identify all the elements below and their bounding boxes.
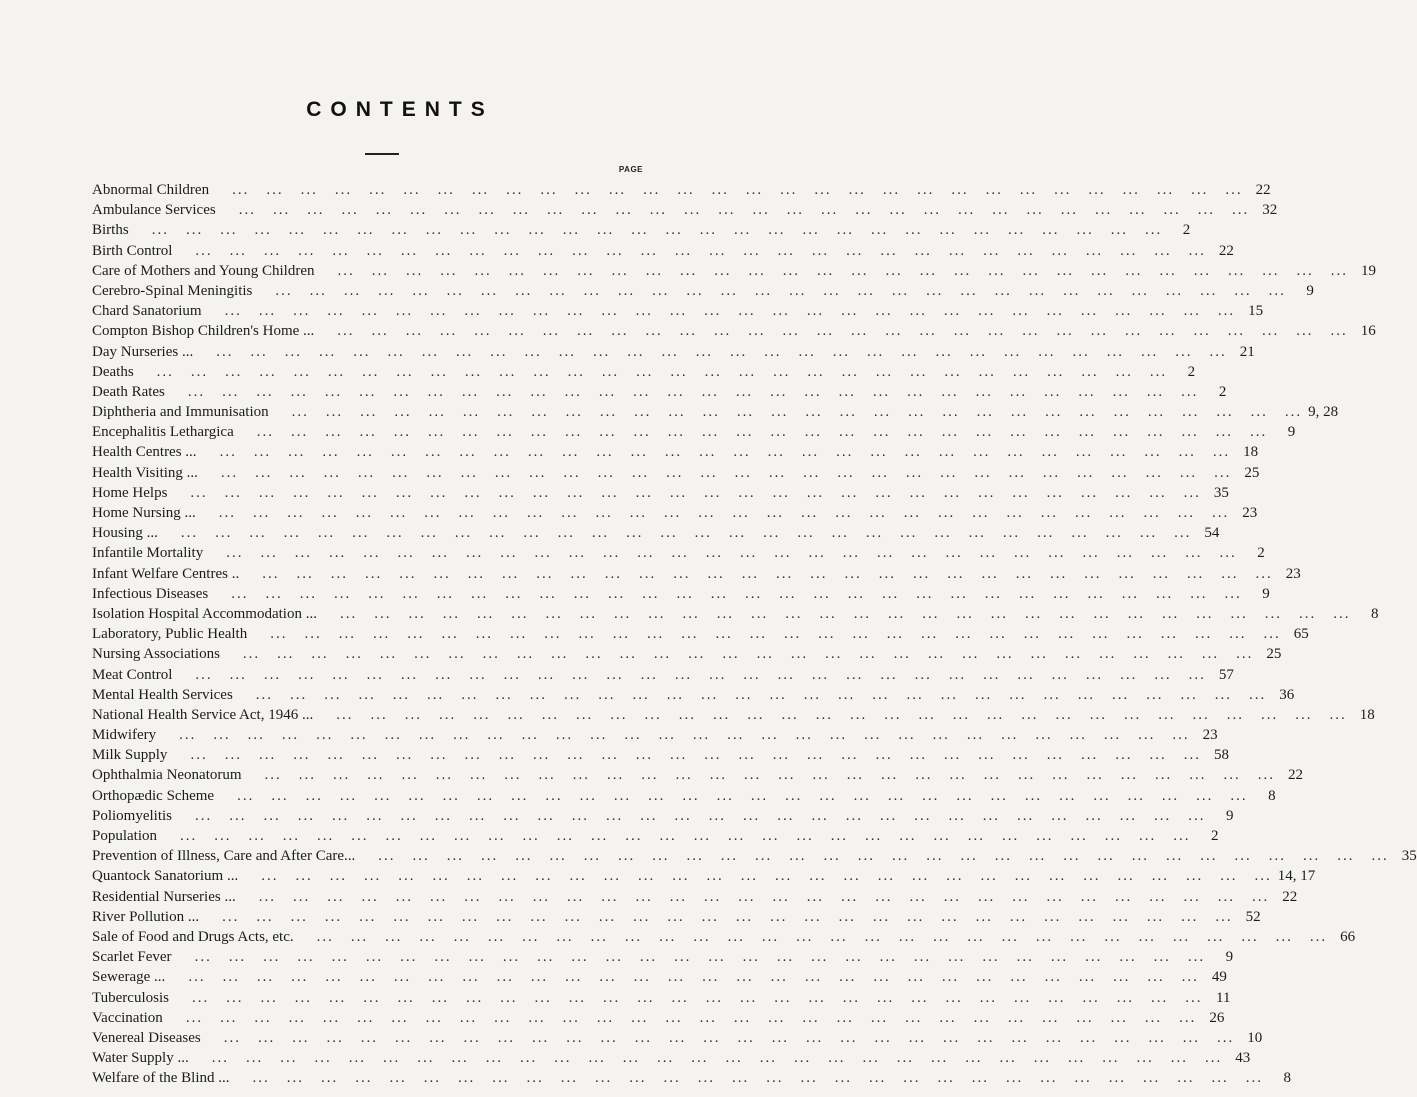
contents-entry	[92, 725, 1218, 745]
dot-leader: ... ... ... ... ... ... ... ... ... ... ... ... ... ... ... ... ... ... ... ... ... ... ... ... ... ... ... ... ... ...	[163, 525, 1192, 542]
entry-page-number: 58	[1213, 747, 1229, 764]
contents-entry	[92, 281, 1314, 301]
entry-page-number: 9	[1225, 949, 1234, 966]
dot-leader: ... ... ... ... ... ... ... ... ... ... ... ... ... ... ... ... ... ... ... ... ... ... ... ... ... ... ... ... ... ...	[221, 202, 1250, 219]
entry-label: Housing ...	[92, 525, 158, 542]
contents-entry	[92, 564, 1301, 584]
contents-entry	[92, 523, 1220, 543]
contents-entry	[92, 321, 1376, 341]
dot-leader: ... ... ... ... ... ... ... ... ... ... ... ... ... ... ... ... ... ... ... ... ... ... ... ... ... ... ... ... ... ...	[214, 585, 1242, 602]
entry-page-number: 22	[1288, 767, 1304, 784]
dot-leader: ... ... ... ... ... ... ... ... ... ... ... ... ... ... ... ... ... ... ... ... ... ... ... ... ... ... ... ... ... ...	[202, 444, 1231, 461]
entry-label: Health Centres ...	[92, 444, 197, 461]
contents-entry	[92, 624, 1309, 644]
contents-entry	[92, 846, 1417, 866]
entry-page-number: 8	[1283, 1070, 1291, 1087]
dot-leader: ... ... ... ... ... ... ... ... ... ... ... ... ... ... ... ... ... ... ... ... ... ... ... ... ... ... ... ... ... ...	[178, 242, 1206, 259]
entry-label: Care of Mothers and Young Children	[92, 262, 315, 279]
contents-entry	[92, 342, 1255, 362]
dot-leader: ... ... ... ... ... ... ... ... ... ... ... ... ... ... ... ... ... ... ... ... ... ... ... ... ... ... ... ... ... ...	[162, 727, 1190, 744]
entry-page-number: 9, 28	[1308, 404, 1339, 421]
dot-leader: ... ... ... ... ... ... ... ... ... ... ... ... ... ... ... ... ... ... ... ... ... ... ... ... ... ... ... ... ... ...	[241, 888, 1270, 905]
entry-page-number: 8	[1370, 605, 1379, 622]
dot-leader: ... ... ... ... ... ... ... ... ... ... ... ... ... ... ... ... ... ... ... ... ... ... ... ... ... ... ... ... ... ...	[274, 404, 1303, 421]
contents-entry	[92, 685, 1295, 705]
contents-entry	[92, 988, 1231, 1008]
entry-label: Abnormal Children	[92, 182, 210, 198]
entry-page-number: 2	[1182, 222, 1191, 239]
contents-entry	[92, 362, 1196, 382]
entry-label: Quantock Sanatorium ...	[92, 868, 239, 885]
entry-page-number: 16	[1360, 323, 1376, 340]
entry-page-number: 10	[1247, 1029, 1263, 1046]
entry-label: Milk Supply	[92, 747, 168, 764]
entry-label: Vaccination	[92, 1009, 163, 1026]
entry-label: Ophthalmia Neonatorum	[92, 767, 242, 784]
entry-page-number: 22	[1218, 242, 1234, 259]
entry-label: Laboratory, Public Health	[92, 626, 248, 643]
entry-label: Poliomyelitis	[92, 807, 173, 824]
contents-entry	[92, 1008, 1225, 1028]
dot-leader: ... ... ... ... ... ... ... ... ... ... ... ... ... ... ... ... ... ... ... ... ... ... ... ... ... ... ... ... ... ...	[163, 828, 1191, 844]
entry-page-number: 35	[1401, 848, 1417, 865]
contents-entry	[92, 907, 1261, 927]
entry-page-number: 36	[1279, 686, 1295, 703]
dot-leader: ... ... ... ... ... ... ... ... ... ... ... ... ... ... ... ... ... ... ... ... ... ... ... ... ... ... ... ... ... ...	[209, 545, 1237, 562]
dot-leader: ... ... ... ... ... ... ... ... ... ... ... ... ... ... ... ... ... ... ... ... ... ... ... ... ... ... ... ... ... ...	[173, 747, 1201, 764]
entry-page-number: 32	[1262, 202, 1278, 219]
contents-entry	[92, 866, 1316, 886]
contents-entry	[92, 765, 1304, 785]
contents-entry	[92, 745, 1229, 765]
entry-label: Mental Health Services	[92, 686, 233, 703]
entry-label: Chard Sanatorium	[92, 303, 202, 320]
entry-label: Diphtheria and Immunisation	[92, 404, 269, 421]
entry-label: Encephalitis Lethargica	[92, 424, 234, 441]
contents-list	[92, 180, 1417, 1088]
dot-leader: ... ... ... ... ... ... ... ... ... ... ... ... ... ... ... ... ... ... ... ... ... ... ... ... ... ... ... ... ... ...	[235, 1070, 1263, 1087]
entry-label: Nursing Associations	[92, 646, 220, 663]
entry-label: Sewerage ...	[92, 969, 166, 986]
contents-entry	[92, 786, 1276, 806]
contents-entry	[92, 584, 1270, 604]
entry-label: River Pollution ...	[92, 908, 200, 925]
dot-leader: ... ... ... ... ... ... ... ... ... ... ... ... ... ... ... ... ... ... ... ... ... ... ... ... ... ... ... ... ... ...	[322, 605, 1351, 622]
entry-label: Infectious Diseases	[92, 585, 209, 602]
entry-page-number: 14, 17	[1277, 868, 1316, 885]
contents-entry	[92, 241, 1234, 261]
contents-entry	[92, 543, 1265, 563]
dot-leader: ... ... ... ... ... ... ... ... ... ... ... ... ... ... ... ... ... ... ... ... ... ... ... ... ... ... ... ... ... ...	[207, 303, 1236, 320]
entry-page-number: 43	[1235, 1050, 1251, 1067]
entry-label: Population	[92, 828, 158, 844]
entry-label: Welfare of the Blind ...	[92, 1070, 230, 1087]
entry-label: Compton Bishop Children's Home ...	[92, 323, 315, 340]
contents-entry	[92, 967, 1227, 987]
entry-label: Birth Control	[92, 242, 173, 259]
entry-page-number: 18	[1359, 706, 1375, 723]
entry-label: National Health Service Act, 1946 ...	[92, 706, 314, 723]
dot-leader: ... ... ... ... ... ... ... ... ... ... ... ... ... ... ... ... ... ... ... ... ... ... ... ... ... ... ... ... ... ...	[173, 484, 1201, 501]
page-title: CONTENTS	[306, 98, 494, 121]
entry-label: Day Nurseries ...	[92, 343, 194, 360]
entry-label: Infantile Mortality	[92, 545, 204, 562]
contents-entry	[92, 665, 1234, 685]
dot-leader: ... ... ... ... ... ... ... ... ... ... ... ... ... ... ... ... ... ... ... ... ... ... ... ... ... ... ... ... ... ...	[258, 282, 1286, 299]
entry-page-number: 57	[1218, 666, 1234, 683]
entry-label: Death Rates	[92, 383, 165, 400]
contents-entry	[92, 261, 1376, 281]
contents-entry	[92, 947, 1234, 967]
dot-leader: ... ... ... ... ... ... ... ... ... ... ... ... ... ... ... ... ... ... ... ... ... ... ... ... ... ... ... ... ... ...	[139, 363, 1168, 380]
entry-page-number: 25	[1244, 464, 1260, 481]
entry-label: Prevention of Illness, Care and After Care...	[92, 848, 356, 865]
entry-label: Cerebro-Spinal Meningitis	[92, 282, 253, 299]
contents-entry	[92, 200, 1278, 220]
entry-label: Births	[92, 222, 129, 239]
dot-leader: ... ... ... ... ... ... ... ... ... ... ... ... ... ... ... ... ... ... ... ... ... ... ... ... ... ... ... ... ... ...	[247, 767, 1276, 784]
contents-entry	[92, 220, 1191, 240]
title-rule	[365, 153, 399, 155]
entry-page-number: 22	[1255, 182, 1271, 198]
dot-leader: ... ... ... ... ... ... ... ... ... ... ... ... ... ... ... ... ... ... ... ... ... ... ... ... ... ... ... ... ... ...	[174, 989, 1203, 1006]
dot-leader: ... ... ... ... ... ... ... ... ... ... ... ... ... ... ... ... ... ... ... ... ... ... ... ... ... ... ... ... ... ...	[245, 565, 1273, 582]
entry-label: Sale of Food and Drugs Acts, etc.	[92, 928, 294, 945]
entry-page-number: 49	[1211, 969, 1227, 986]
dot-leader: ... ... ... ... ... ... ... ... ... ... ... ... ... ... ... ... ... ... ... ... ... ... ... ... ... ... ... ... ... ...	[319, 706, 1347, 723]
dot-leader: ... ... ... ... ... ... ... ... ... ... ... ... ... ... ... ... ... ... ... ... ... ... ... ... ... ... ... ... ... ...	[168, 1009, 1197, 1026]
entry-label: Residential Nurseries ...	[92, 888, 236, 905]
contents-entry	[92, 483, 1229, 503]
entry-page-number: 23	[1242, 505, 1258, 521]
entry-page-number: 35	[1213, 484, 1229, 501]
entry-page-number: 2	[1257, 545, 1265, 562]
dot-leader: ... ... ... ... ... ... ... ... ... ... ... ... ... ... ... ... ... ... ... ... ... ... ... ... ... ... ... ... ... ...	[320, 262, 1348, 279]
entry-label: Infant Welfare Centres ..	[92, 565, 240, 582]
dot-leader: ... ... ... ... ... ... ... ... ... ... ... ... ... ... ... ... ... ... ... ... ... ... ... ... ... ... ... ... ... ...	[253, 626, 1281, 643]
entry-label: Meat Control	[92, 666, 173, 683]
contents-entry	[92, 604, 1379, 624]
entry-page-number: 9	[1226, 807, 1234, 824]
entry-label: Isolation Hospital Accommodation ...	[92, 605, 317, 622]
entry-label: Venereal Diseases	[92, 1029, 201, 1046]
entry-page-number: 9	[1306, 282, 1314, 299]
dot-leader: ... ... ... ... ... ... ... ... ... ... ... ... ... ... ... ... ... ... ... ... ... ... ... ... ... ... ... ... ... ...	[203, 464, 1232, 481]
entry-page-number: 9	[1262, 585, 1270, 602]
dot-leader: ... ... ... ... ... ... ... ... ... ... ... ... ... ... ... ... ... ... ... ... ... ... ... ... ... ... ... ... ... ...	[171, 969, 1199, 986]
entry-page-number: 23	[1285, 565, 1301, 582]
entry-page-number: 23	[1202, 727, 1218, 744]
contents-entry	[92, 301, 1264, 321]
dot-leader: ... ... ... ... ... ... ... ... ... ... ... ... ... ... ... ... ... ... ... ... ... ... ... ... ... ... ... ... ... ...	[320, 323, 1348, 340]
dot-leader: ... ... ... ... ... ... ... ... ... ... ... ... ... ... ... ... ... ... ... ... ... ... ... ... ... ... ... ... ... ...	[170, 383, 1199, 400]
dot-leader: ... ... ... ... ... ... ... ... ... ... ... ... ... ... ... ... ... ... ... ... ... ... ... ... ... ... ... ... ... ...	[244, 868, 1272, 885]
contents-entry	[92, 503, 1258, 523]
dot-leader: ... ... ... ... ... ... ... ... ... ... ... ... ... ... ... ... ... ... ... ... ... ... ... ... ... ... ... ... ... ...	[199, 343, 1227, 360]
entry-page-number: 8	[1268, 787, 1276, 804]
contents-entry	[92, 422, 1296, 442]
contents-entry	[92, 1068, 1291, 1088]
dot-leader: ... ... ... ... ... ... ... ... ... ... ... ... ... ... ... ... ... ... ... ... ... ... ... ... ... ... ... ... ... ...	[201, 505, 1230, 521]
entry-label: Scarlet Fever	[92, 949, 172, 966]
entry-page-number: 18	[1243, 444, 1259, 461]
contents-entry	[92, 705, 1375, 725]
dot-leader: ... ... ... ... ... ... ... ... ... ... ... ... ... ... ... ... ... ... ... ... ... ... ... ... ... ... ... ... ... ...	[205, 908, 1233, 925]
entry-page-number: 54	[1204, 525, 1220, 542]
entry-label: Deaths	[92, 363, 134, 380]
entry-page-number: 26	[1209, 1009, 1225, 1026]
dot-leader: ... ... ... ... ... ... ... ... ... ... ... ... ... ... ... ... ... ... ... ... ... ... ... ... ... ... ... ... ... ...	[215, 182, 1243, 198]
contents-entry	[92, 382, 1227, 402]
entry-label: Ambulance Services	[92, 202, 216, 219]
dot-leader: ... ... ... ... ... ... ... ... ... ... ... ... ... ... ... ... ... ... ... ... ... ... ... ... ... ... ... ... ... ...	[225, 646, 1254, 663]
entry-page-number: 66	[1340, 928, 1356, 945]
dot-leader: ... ... ... ... ... ... ... ... ... ... ... ... ... ... ... ... ... ... ... ... ... ... ... ... ... ... ... ... ... ...	[299, 928, 1328, 945]
contents-entry	[92, 644, 1282, 664]
dot-leader: ... ... ... ... ... ... ... ... ... ... ... ... ... ... ... ... ... ... ... ... ... ... ... ... ... ... ... ... ... ...	[206, 1029, 1235, 1046]
dot-leader: ... ... ... ... ... ... ... ... ... ... ... ... ... ... ... ... ... ... ... ... ... ... ... ... ... ... ... ... ... ...	[220, 787, 1248, 804]
entry-page-number: 11	[1216, 989, 1231, 1006]
entry-label: Health Visiting ...	[92, 464, 198, 481]
entry-page-number: 25	[1266, 646, 1282, 663]
entry-label: Home Helps	[92, 484, 168, 501]
dot-leader: ... ... ... ... ... ... ... ... ... ... ... ... ... ... ... ... ... ... ... ... ... ... ... ... ... ... ... ... ... ...	[178, 666, 1206, 683]
entry-page-number: 2	[1187, 363, 1196, 380]
entry-page-number: 52	[1245, 908, 1261, 925]
entry-page-number: 21	[1239, 343, 1255, 360]
contents-entry	[92, 826, 1219, 846]
entry-label: Orthopædic Scheme	[92, 787, 215, 804]
entry-page-number: 65	[1293, 626, 1309, 643]
contents-entry	[92, 402, 1339, 422]
entry-page-number: 2	[1211, 828, 1219, 844]
contents-entry	[92, 463, 1260, 483]
entry-label: Home Nursing ...	[92, 505, 196, 521]
dot-leader: ... ... ... ... ... ... ... ... ... ... ... ... ... ... ... ... ... ... ... ... ... ... ... ... ... ... ... ... ... ...	[239, 424, 1268, 441]
contents-entry	[92, 806, 1234, 826]
contents-entry	[92, 1028, 1263, 1048]
dot-leader: ... ... ... ... ... ... ... ... ... ... ... ... ... ... ... ... ... ... ... ... ... ... ... ... ... ... ... ... ... ...	[177, 949, 1206, 966]
dot-leader: ... ... ... ... ... ... ... ... ... ... ... ... ... ... ... ... ... ... ... ... ... ... ... ... ... ... ... ... ... ...	[194, 1050, 1223, 1067]
entry-page-number: 22	[1282, 888, 1298, 905]
contents-entry	[92, 887, 1298, 907]
entry-page-number: 9	[1287, 424, 1296, 441]
entry-page-number: 2	[1218, 383, 1227, 400]
entry-page-number: 15	[1248, 303, 1264, 320]
page-column-label: PAGE	[618, 165, 643, 174]
contents-entry	[92, 180, 1271, 200]
entry-label: Tuberculosis	[92, 989, 169, 1006]
dot-leader: ... ... ... ... ... ... ... ... ... ... ... ... ... ... ... ... ... ... ... ... ... ... ... ... ... ... ... ... ... ...	[134, 222, 1163, 239]
dot-leader: ... ... ... ... ... ... ... ... ... ... ... ... ... ... ... ... ... ... ... ... ... ... ... ... ... ... ... ... ... ...	[361, 848, 1389, 865]
dot-leader: ... ... ... ... ... ... ... ... ... ... ... ... ... ... ... ... ... ... ... ... ... ... ... ... ... ... ... ... ... ...	[238, 686, 1267, 703]
entry-label: Midwifery	[92, 727, 157, 744]
dot-leader: ... ... ... ... ... ... ... ... ... ... ... ... ... ... ... ... ... ... ... ... ... ... ... ... ... ... ... ... ... ...	[178, 807, 1206, 824]
contents-entry	[92, 927, 1356, 947]
contents-entry	[92, 442, 1259, 462]
entry-label: Water Supply ...	[92, 1050, 189, 1067]
contents-entry	[92, 1048, 1251, 1068]
entry-page-number: 19	[1360, 262, 1376, 279]
